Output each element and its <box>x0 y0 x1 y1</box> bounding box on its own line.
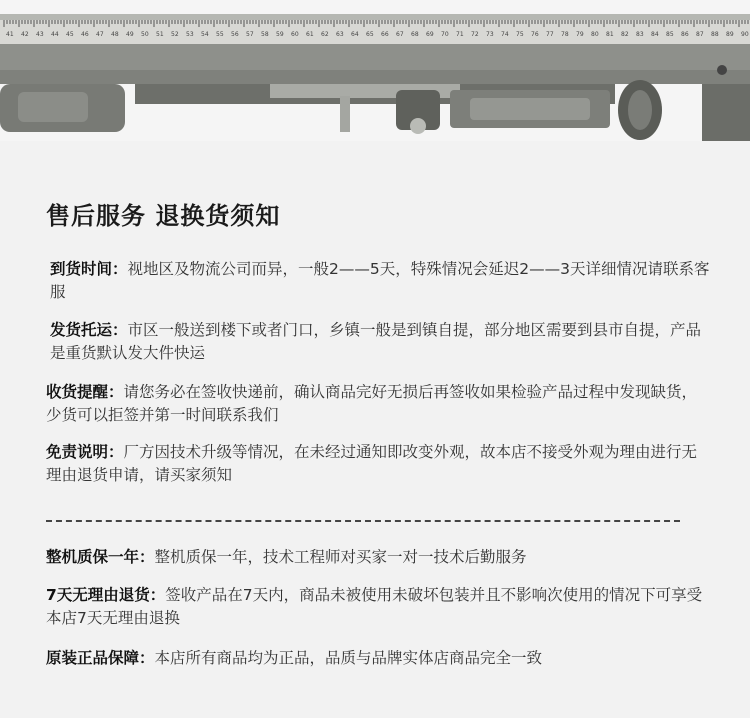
info-text: 市区一般送到楼下或者门口，乡镇一般是到镇自提，部分地区需要到县市自提，产品是重货默认发大件快运 <box>50 321 702 362</box>
info-label: 收货提醒： <box>46 383 124 401</box>
info-text: 本店所有商品均为正品，品质与品牌实体店商品完全一致 <box>154 649 543 667</box>
ruler-number: 41 <box>6 31 14 38</box>
ruler-number: 59 <box>276 31 284 38</box>
ruler-number: 75 <box>516 31 524 38</box>
ruler-number: 53 <box>186 31 194 38</box>
page-title: 售后服务 退换货须知 <box>46 202 281 230</box>
info-item-shipping <box>50 319 710 365</box>
ruler-number: 78 <box>561 31 569 38</box>
ruler-number: 65 <box>366 31 374 38</box>
ruler-number: 60 <box>291 31 299 38</box>
ruler-number: 86 <box>681 31 689 38</box>
ruler-number: 55 <box>216 31 224 38</box>
ruler-number: 76 <box>531 31 539 38</box>
info-text: 视地区及物流公司而异，一般2——5天，特殊情况会延迟2——3天详细情况请联系客服 <box>50 260 710 301</box>
ruler-number: 52 <box>171 31 179 38</box>
ruler-number: 58 <box>261 31 269 38</box>
ruler-number: 82 <box>621 31 629 38</box>
info-label: 7天无理由退货： <box>46 586 166 604</box>
dashed-divider <box>46 520 680 522</box>
ruler-number: 64 <box>351 31 359 38</box>
ruler-number: 66 <box>381 31 389 38</box>
ruler-number: 80 <box>591 31 599 38</box>
info-text: 整机质保一年，技术工程师对买家一对一技术后勤服务 <box>154 548 527 566</box>
ruler-number: 51 <box>156 31 164 38</box>
info-item-receipt-reminder <box>46 381 710 427</box>
info-label: 免责说明： <box>46 443 124 461</box>
ruler-number: 83 <box>636 31 644 38</box>
info-item-authentic <box>46 647 710 670</box>
ruler-number: 45 <box>66 31 74 38</box>
info-item-warranty <box>46 546 710 569</box>
info-label: 发货托运： <box>50 321 128 339</box>
ruler-number: 61 <box>306 31 314 38</box>
info-label: 整机质保一年： <box>46 548 155 566</box>
ruler-number: 62 <box>321 31 329 38</box>
ruler-number: 69 <box>426 31 434 38</box>
ruler-number: 42 <box>21 31 29 38</box>
ruler-number: 57 <box>246 31 254 38</box>
ruler-number: 88 <box>711 31 719 38</box>
ruler-number: 43 <box>36 31 44 38</box>
ruler-number: 49 <box>126 31 134 38</box>
ruler-number: 87 <box>696 31 704 38</box>
ruler-number: 46 <box>81 31 89 38</box>
ruler-number: 67 <box>396 31 404 38</box>
ruler-number: 77 <box>546 31 554 38</box>
ruler-number: 56 <box>231 31 239 38</box>
ruler-number: 63 <box>336 31 344 38</box>
info-text: 厂方因技术升级等情况，在未经过通知即改变外观，故本店不接受外观为理由进行无理由退货申请，请买家须知 <box>46 443 698 484</box>
ruler-number: 74 <box>501 31 509 38</box>
product-photo <box>0 0 750 141</box>
info-item-delivery-time <box>50 258 710 304</box>
sewing-machine-image <box>0 0 750 141</box>
ruler-number: 79 <box>576 31 584 38</box>
ruler-number: 73 <box>486 31 494 38</box>
info-text: 请您务必在签收快递前，确认商品完好无损后再签收如果检验产品过程中发现缺货，少货可以拒签并第一时间联系我们 <box>46 383 698 424</box>
info-label: 原装正品保障： <box>46 649 155 667</box>
ruler-number: 72 <box>471 31 479 38</box>
ruler-number: 81 <box>606 31 614 38</box>
info-text: 签收产品在7天内，商品未被使用未破坏包装并且不影响次使用的情况下可享受本店7天无理由退换 <box>46 586 703 627</box>
ruler-number: 44 <box>51 31 59 38</box>
info-item-7day-return <box>46 584 710 630</box>
ruler-number: 90 <box>741 31 749 38</box>
ruler-number: 84 <box>651 31 659 38</box>
ruler-number: 47 <box>96 31 104 38</box>
ruler-number: 54 <box>201 31 209 38</box>
info-item-disclaimer <box>46 441 710 487</box>
ruler-number: 89 <box>726 31 734 38</box>
ruler-number: 50 <box>141 31 149 38</box>
info-label: 到货时间： <box>50 260 128 278</box>
ruler-number: 85 <box>666 31 674 38</box>
ruler-number: 71 <box>456 31 464 38</box>
ruler-number: 68 <box>411 31 419 38</box>
ruler-number: 70 <box>441 31 449 38</box>
ruler-number: 48 <box>111 31 119 38</box>
